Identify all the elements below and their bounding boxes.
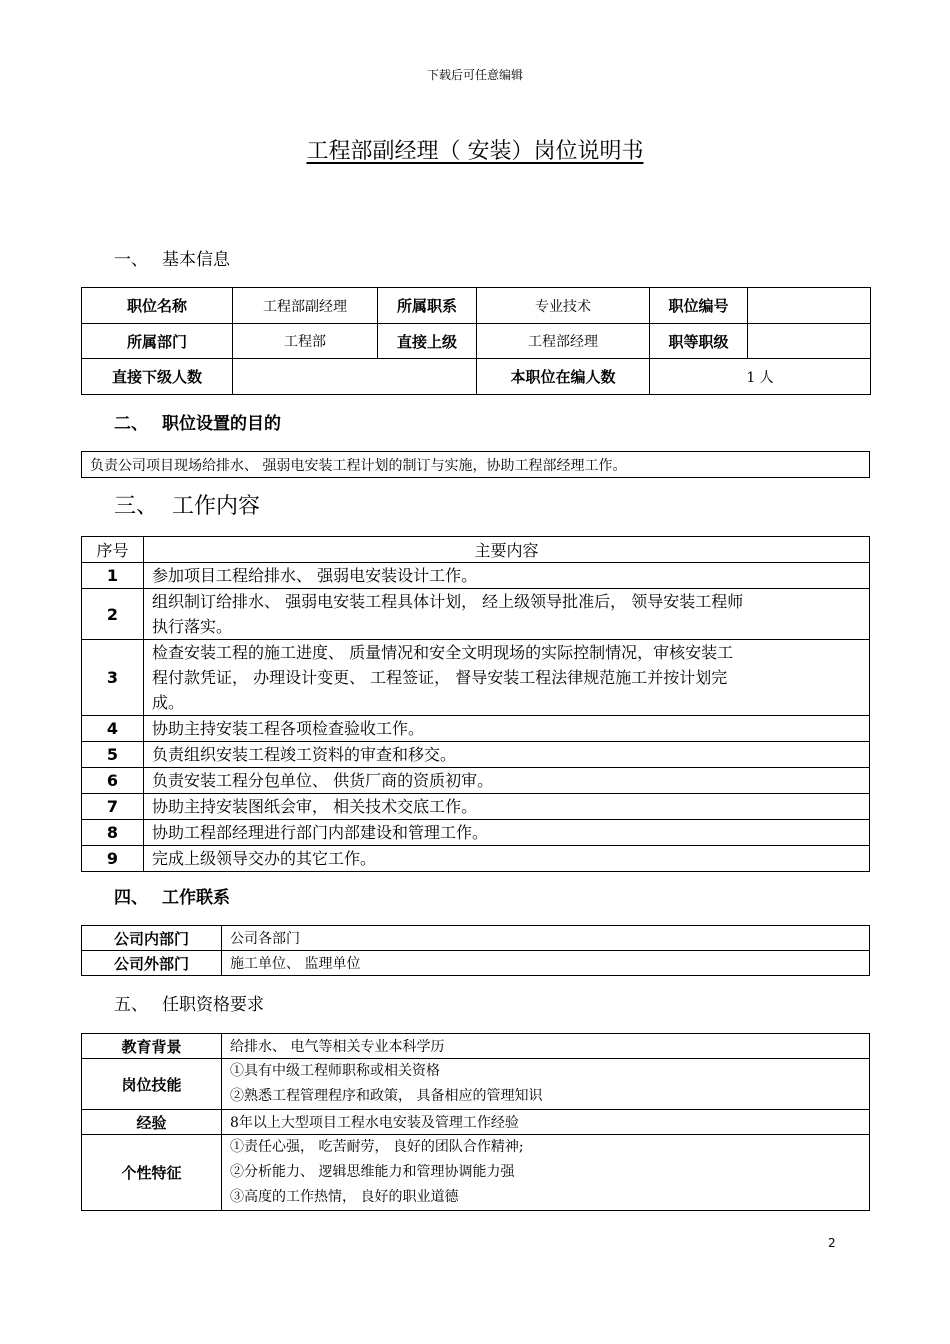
department-label: 所属部门	[82, 324, 233, 359]
position-code-label: 职位编号	[650, 288, 748, 324]
grade-value	[748, 324, 871, 359]
header-no: 序号	[82, 537, 144, 563]
section-number: 三、	[114, 494, 159, 519]
traits-label: 个性特征	[82, 1135, 222, 1211]
experience-label: 经验	[82, 1110, 222, 1135]
education-label: 教育背景	[82, 1034, 222, 1059]
position-name-value: 工程部副经理	[233, 288, 378, 324]
row-number: 3	[82, 640, 144, 716]
subordinates-label: 直接下级人数	[82, 359, 233, 395]
table-row	[82, 742, 870, 768]
table-row	[82, 820, 870, 846]
table-row	[82, 589, 870, 640]
internal-value: 公司各部门	[222, 926, 870, 951]
row-content: 组织制订给排水、 强弱电安装工程具体计划， 经上级领导批准后， 领导安装工程师	[152, 592, 744, 611]
subordinates-value	[233, 359, 477, 395]
trait-item: ②分析能力、 逻辑思维能力和管理协调能力强	[230, 1164, 515, 1180]
row-content: 完成上级领导交办的其它工作。	[152, 849, 377, 868]
relations-table	[81, 925, 870, 976]
row-content: 协助主持安装图纸会审， 相关技术交底工作。	[152, 797, 478, 816]
page-number: 2	[828, 1236, 836, 1250]
row-content: 检查安装工程的施工进度、 质量情况和安全文明现场的实际控制情况，审核安装工	[152, 643, 734, 662]
row-number: 7	[82, 794, 144, 820]
purpose-text: 负责公司项目现场给排水、 强弱电安装工程计划的制订与实施，协助工程部经理工作。	[82, 452, 870, 478]
table-row	[82, 563, 870, 589]
table-row	[82, 640, 870, 716]
row-number: 8	[82, 820, 144, 846]
row-number: 1	[82, 563, 144, 589]
experience-value: 8年以上大型项目工程水电安装及管理工作经验	[222, 1110, 870, 1135]
skills-label: 岗位技能	[82, 1059, 222, 1110]
grade-label: 职等职级	[650, 324, 748, 359]
department-value: 工程部	[233, 324, 378, 359]
education-value: 给排水、 电气等相关专业本科学历	[222, 1034, 870, 1059]
section-title: 职位设置的目的	[162, 414, 281, 434]
section-heading-1	[114, 245, 230, 270]
section-heading-3	[114, 489, 260, 520]
section-heading-2	[114, 409, 281, 434]
table-row	[82, 846, 870, 872]
headcount-value: 1 人	[650, 359, 871, 395]
job-family-value: 专业技术	[477, 288, 650, 324]
row-number: 6	[82, 768, 144, 794]
work-content-table	[81, 536, 870, 872]
position-name-label: 职位名称	[82, 288, 233, 324]
row-content: 负责组织安装工程竣工资料的审查和移交。	[152, 745, 457, 764]
section-title: 基本信息	[162, 250, 230, 270]
trait-item: ③高度的工作热情， 良好的职业道德	[230, 1189, 459, 1205]
section-title: 工作内容	[172, 494, 261, 519]
row-content: 执行落实。	[152, 617, 233, 636]
row-number: 5	[82, 742, 144, 768]
row-content: 协助工程部经理进行部门内部建设和管理工作。	[152, 823, 489, 842]
row-number: 9	[82, 846, 144, 872]
basic-info-table	[81, 287, 871, 395]
row-content: 成。	[152, 693, 185, 712]
skill-item: ①具有中级工程师职称或相关资格	[230, 1063, 440, 1079]
qualifications-table	[81, 1033, 870, 1211]
section-title: 任职资格要求	[162, 995, 264, 1015]
section-number: 五、	[114, 995, 148, 1015]
external-label: 公司外部门	[82, 951, 222, 976]
supervisor-value: 工程部经理	[477, 324, 650, 359]
row-number: 2	[82, 589, 144, 640]
row-content: 参加项目工程给排水、 强弱电安装设计工作。	[152, 566, 478, 585]
headcount-label: 本职位在编人数	[477, 359, 650, 395]
section-title: 工作联系	[162, 888, 230, 908]
purpose-table	[81, 451, 870, 478]
page-title	[0, 134, 950, 165]
internal-label: 公司内部门	[82, 926, 222, 951]
table-row	[82, 768, 870, 794]
header-note: 下载后可任意编辑	[426, 68, 523, 82]
supervisor-label: 直接上级	[378, 324, 477, 359]
row-number: 4	[82, 716, 144, 742]
table-row	[82, 794, 870, 820]
trait-item: ①责任心强， 吃苦耐劳， 良好的团队合作精神;	[230, 1139, 524, 1155]
table-row	[82, 716, 870, 742]
job-family-label: 所属职系	[378, 288, 477, 324]
section-heading-4	[114, 883, 230, 908]
section-number: 二、	[114, 414, 148, 434]
position-code-value	[748, 288, 871, 324]
row-content: 协助主持安装工程各项检查验收工作。	[152, 719, 425, 738]
row-content: 负责安装工程分包单位、 供货厂商的资质初审。	[152, 771, 494, 790]
section-number: 四、	[114, 888, 148, 908]
row-content: 程付款凭证， 办理设计变更、 工程签证， 督导安装工程法律规范施工并按计划完	[152, 668, 728, 687]
section-number: 一、	[114, 250, 148, 270]
section-heading-5	[114, 990, 264, 1015]
skill-item: ②熟悉工程管理程序和政策， 具备相应的管理知识	[230, 1088, 543, 1104]
header-content: 主要内容	[144, 537, 870, 563]
external-value: 施工单位、 监理单位	[222, 951, 870, 976]
page-title-text: 工程部副经理（ 安装）岗位说明书	[306, 139, 644, 164]
